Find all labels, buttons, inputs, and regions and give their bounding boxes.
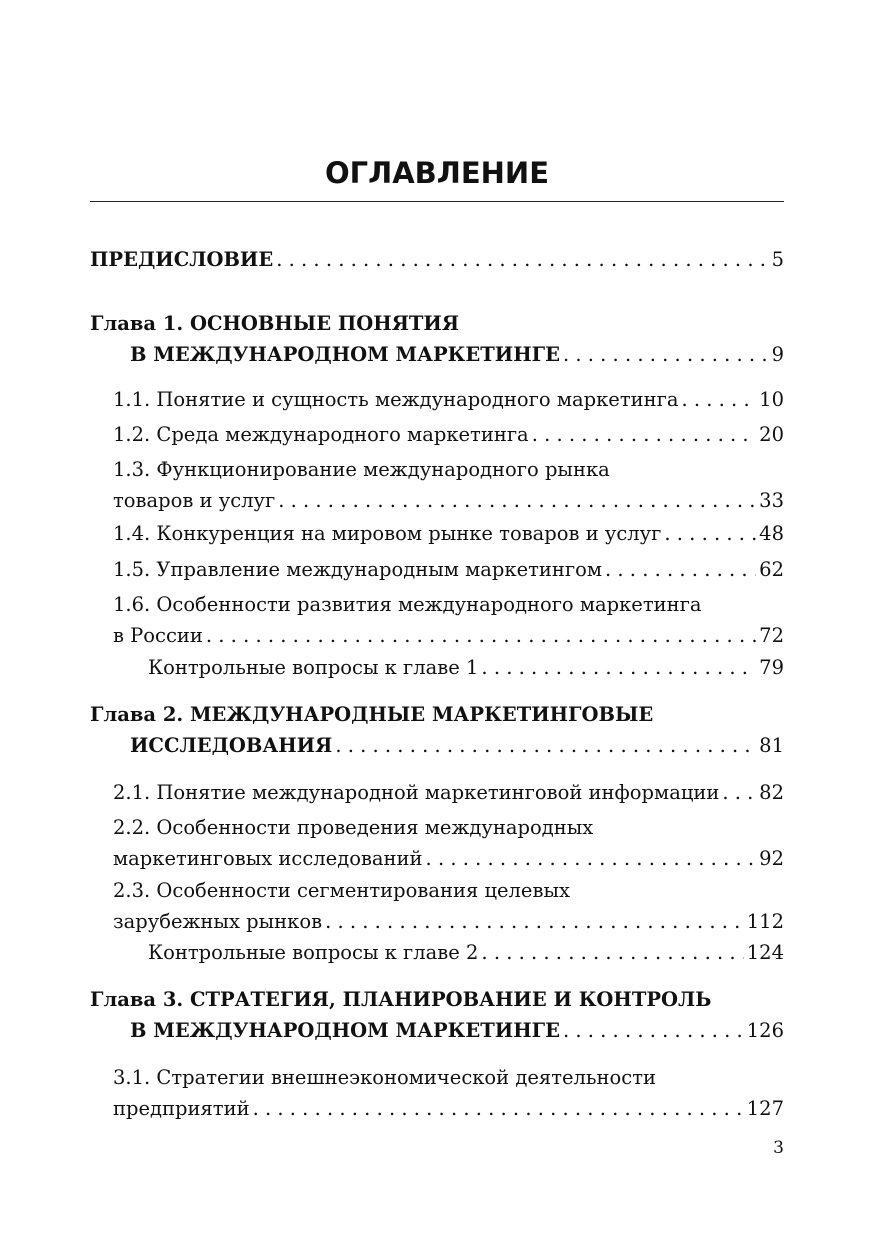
leader-dots <box>426 848 757 870</box>
toc-label: 1.5. Управление международным маркетингом <box>113 558 603 581</box>
toc-label: 1.4. Конкуренция на мировом рынке товаров и услуг <box>113 522 662 545</box>
leader-dots <box>605 559 756 581</box>
toc-page: 82 <box>759 781 784 804</box>
leader-dots <box>276 249 768 271</box>
toc-entry-2-1[interactable] <box>113 782 784 804</box>
toc-entry-preface[interactable] <box>90 249 784 271</box>
toc-entry-2-3[interactable] <box>113 880 784 933</box>
leader-dots <box>681 389 756 411</box>
leader-dots <box>278 490 756 512</box>
leader-dots <box>481 942 743 964</box>
toc-label: 2.3. Особенности сегментирования целевых <box>113 879 570 902</box>
toc-page: 79 <box>759 656 784 679</box>
leader-dots <box>563 344 769 366</box>
toc-entry-3-1[interactable] <box>113 1067 784 1120</box>
toc-page: 72 <box>759 624 784 647</box>
toc-entry-1-2[interactable] <box>113 424 784 446</box>
leader-dots <box>722 782 756 804</box>
toc-label: 1.3. Функционирование международного рынка <box>113 458 610 481</box>
toc-label-cont: ИССЛЕДОВАНИЯ <box>130 734 333 757</box>
toc-entry-1-5[interactable] <box>113 559 784 581</box>
leader-dots <box>481 657 756 679</box>
toc-page: 10 <box>759 388 784 411</box>
toc-page: 33 <box>759 489 784 512</box>
toc-page: 112 <box>746 910 784 933</box>
toc-entry-1-3[interactable] <box>113 459 784 512</box>
toc-entry-2-2[interactable] <box>113 817 784 870</box>
toc-label-cont: зарубежных рынков <box>113 910 323 933</box>
toc-label: 1.1. Понятие и сущность международного маркетинга <box>113 388 679 411</box>
page-title: ОГЛАВЛЕНИЕ <box>324 156 549 190</box>
toc-page: 20 <box>759 423 784 446</box>
toc-label: 1.2. Среда международного маркетинга <box>113 423 529 446</box>
leader-dots <box>664 523 756 545</box>
toc-page: 5 <box>771 248 784 271</box>
toc-page: 92 <box>759 847 784 870</box>
toc-entry-1-6[interactable] <box>113 594 784 647</box>
toc-label-cont: маркетинговых исследований <box>113 847 423 870</box>
toc-label: 1.6. Особенности развития международного маркетинга <box>113 593 702 616</box>
leader-dots <box>563 1020 744 1042</box>
toc-entry-chapter-1[interactable] <box>90 313 784 366</box>
leader-dots <box>532 424 756 446</box>
toc-label-cont: в России <box>113 624 203 647</box>
toc-label: Глава 3. СТРАТЕГИЯ, ПЛАНИРОВАНИЕ И КОНТРОЛЬ <box>90 988 712 1011</box>
toc-entry-questions-2[interactable] <box>148 942 784 964</box>
toc-label-cont: предприятий <box>113 1097 250 1120</box>
toc-label-cont: В МЕЖДУНАРОДНОМ МАРКЕТИНГЕ <box>130 343 560 366</box>
toc-label: Глава 1. ОСНОВНЫЕ ПОНЯТИЯ <box>90 312 460 335</box>
toc-page: 62 <box>759 558 784 581</box>
toc-entry-1-4[interactable] <box>113 523 784 545</box>
page-number: 3 <box>773 1138 784 1158</box>
leader-dots <box>206 625 756 647</box>
toc-entry-chapter-3[interactable] <box>90 989 784 1042</box>
toc-page: 9 <box>771 343 784 366</box>
toc-label: Глава 2. МЕЖДУНАРОДНЫЕ МАРКЕТИНГОВЫЕ <box>90 703 654 726</box>
toc-label-cont: В МЕЖДУНАРОДНОМ МАРКЕТИНГЕ <box>130 1019 560 1042</box>
toc-label: 2.2. Особенности проведения международных <box>113 816 594 839</box>
toc-label: Контрольные вопросы к главе 1 <box>148 656 479 679</box>
toc-entry-1-1[interactable] <box>113 389 784 411</box>
leader-dots <box>325 911 744 933</box>
toc-entry-questions-1[interactable] <box>148 657 784 679</box>
toc-label: ПРЕДИСЛОВИЕ <box>90 248 274 271</box>
toc-page: 127 <box>746 1097 784 1120</box>
toc-entry-chapter-2[interactable] <box>90 704 784 757</box>
leader-dots <box>335 735 756 757</box>
toc-label: 2.1. Понятие международной маркетинговой информации <box>113 781 720 804</box>
toc-label: Контрольные вопросы к главе 2 <box>148 941 479 964</box>
toc-label-cont: товаров и услуг <box>113 489 276 512</box>
toc-page: 48 <box>759 522 784 545</box>
leader-dots <box>253 1098 744 1120</box>
toc-page: 124 <box>746 941 784 964</box>
toc-page: 126 <box>746 1019 784 1042</box>
toc-label: 3.1. Стратегии внешнеэкономической деятельности <box>113 1066 656 1089</box>
toc-page: 81 <box>759 734 784 757</box>
title-divider <box>90 201 784 202</box>
